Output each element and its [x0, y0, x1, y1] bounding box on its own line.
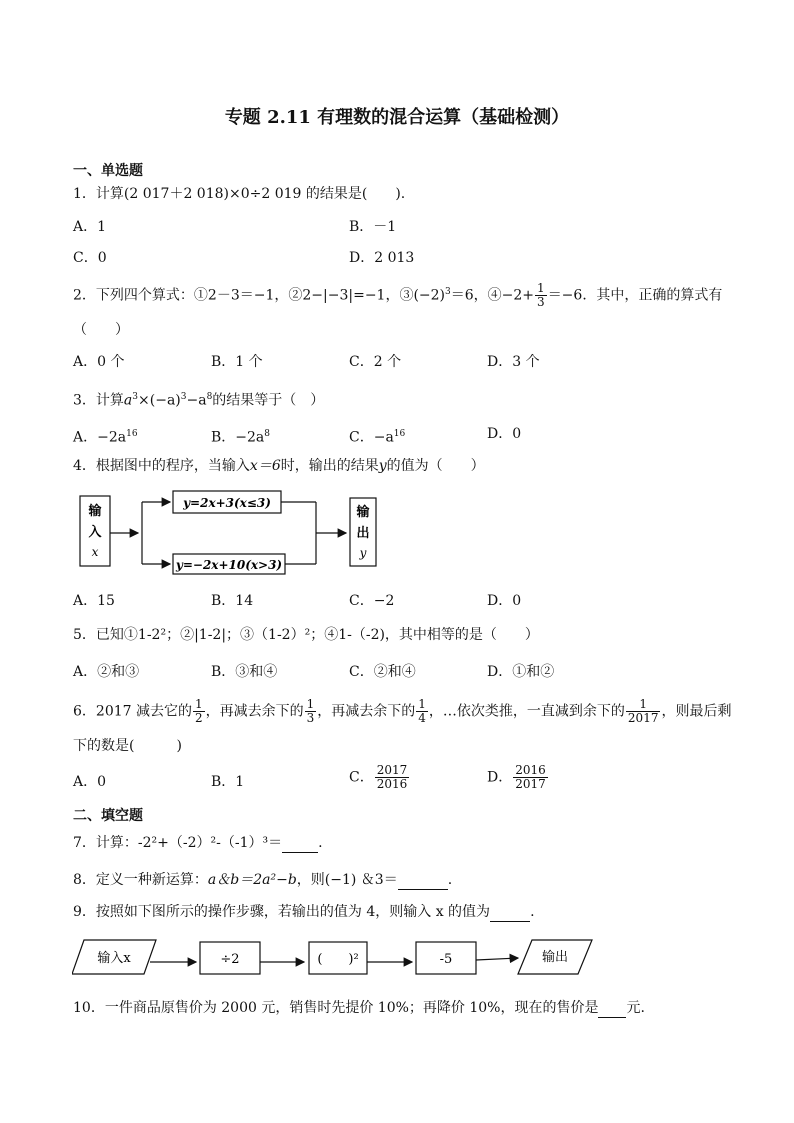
question-3-option-d: D．0	[487, 426, 522, 442]
q9-answer-blank[interactable]	[490, 907, 530, 922]
q9-text-b: .	[530, 904, 535, 920]
q2-expr-2: 2−|−3|=−1	[302, 287, 386, 304]
q6-d-den: 2017	[515, 777, 546, 791]
q6-frac-1	[193, 698, 205, 725]
q8-text-a: 8．定义一种新运算：	[73, 872, 208, 888]
q9-subtract-label: -5	[439, 952, 453, 967]
q2-expr-4b: ＝−6	[547, 287, 583, 304]
q2-expr-3-rest: ＝6	[450, 287, 474, 304]
q4-text-c: 的值为（ ）	[386, 458, 485, 474]
question-5-option-b: B．③和④	[211, 664, 278, 680]
question-2-stem	[73, 282, 722, 309]
q7-answer-blank[interactable]	[282, 838, 318, 853]
q6-f1-den: 2	[195, 711, 203, 725]
q2-sep-2: ，③	[385, 287, 414, 304]
question-1-option-b: B．－1	[349, 219, 397, 235]
page-title: 专题 2.11 有理数的混合运算（基础检测）	[224, 107, 570, 128]
q6-f3-den: 4	[418, 711, 426, 725]
q6-f1-num: 1	[195, 697, 203, 711]
q2-fraction	[535, 282, 547, 309]
question-6-option-b: B．1	[211, 774, 245, 790]
q8-text-c: .	[447, 872, 453, 888]
q9-arrow-4	[476, 958, 518, 960]
q6-text-e: ，则最后剩	[661, 703, 732, 720]
q2-text-a: 2．下列四个算式：①	[73, 287, 208, 304]
q6-c-num: 2017	[376, 763, 408, 777]
q6-text-d: ，…依次类推，一直减到余下的	[428, 703, 625, 720]
q2-expr-3-exp: 3	[445, 287, 451, 297]
question-2-option-a: A．0 个	[73, 354, 125, 370]
q9-square-label: ( )²	[317, 952, 359, 967]
q6-frac-4	[626, 698, 661, 725]
question-5-option-d: D．①和②	[487, 664, 555, 680]
q3-c-exp: 16	[393, 429, 406, 439]
question-6-option-a: A．0	[73, 774, 107, 790]
question-4-stem	[73, 456, 485, 476]
q4-input-char-3: x	[91, 545, 99, 559]
q2-frac-num: 1	[537, 281, 545, 296]
q4-input-char-2: 入	[88, 525, 102, 540]
question-3-option-b	[211, 424, 270, 448]
q6-frac-2	[305, 698, 317, 725]
q4-input-char-1: 输	[88, 504, 102, 519]
question-3-option-a	[73, 424, 138, 448]
question-1-option-c: C．0	[73, 250, 107, 266]
q2-expr-4a: −2+	[501, 287, 535, 304]
question-2-option-c: C．2 个	[349, 354, 402, 370]
q4-branch-bottom-formula: y=−2x+10(x>3)	[175, 558, 283, 572]
q4-text-b: 时，输出的结果	[280, 458, 379, 474]
q3-text-b: 的结果等于（ ）	[212, 392, 325, 409]
question-1-option-d: D．2 013	[349, 250, 415, 266]
q6-text-c: ，再减去余下的	[317, 703, 416, 720]
q3-c-text: C．−a	[349, 429, 394, 446]
question-8-stem	[73, 870, 452, 890]
q3-exp-3: 8	[206, 392, 213, 402]
question-9-stem	[73, 902, 535, 922]
q8-expression: (−1) ＆3＝	[324, 872, 398, 888]
q2-sep-3: ，④	[473, 287, 502, 304]
q3-minus: −a	[186, 392, 207, 409]
q7-text-a: 7．计算：-2²+（-2）²-（-1）³＝	[73, 835, 283, 851]
q8-definition: a＆b＝2a²−b	[207, 872, 297, 888]
q6-text-b: ，再减去余下的	[205, 703, 304, 720]
q9-output-label: 输出	[541, 950, 569, 965]
q4-program-flowchart	[70, 486, 400, 576]
question-3-option-c	[349, 424, 405, 448]
q4-output-char-3: y	[359, 546, 367, 560]
question-3-stem	[73, 387, 324, 411]
q9-input-label: 输入x	[97, 951, 131, 966]
q4-var: x＝6	[249, 458, 281, 474]
q6-text-a: 6．2017 减去它的	[73, 703, 192, 720]
question-2-option-d: D．3 个	[487, 354, 540, 370]
question-1-option-a: A．1	[73, 219, 107, 235]
q6-f4-den: 2017	[627, 711, 659, 725]
q6-f2-num: 1	[306, 697, 315, 711]
question-6-option-c	[349, 764, 410, 791]
q6-f3-num: 1	[418, 697, 426, 711]
q3-mid: ×(−a)	[138, 392, 181, 409]
question-2-option-b: B．1 个	[211, 354, 263, 370]
q2-expr-3-base: (−2)	[413, 287, 446, 304]
section-heading-single-choice: 一、单选题	[73, 163, 143, 179]
q8-text-b: ，则	[296, 872, 325, 888]
question-5-option-c: C．②和④	[349, 664, 416, 680]
question-6-stem	[73, 698, 731, 725]
q9-operation-flowchart	[72, 936, 597, 980]
q10-text-a: 10．一件商品原售价为 2000 元，销售时先提价 10%；再降价 10%，现在的售价是	[73, 1000, 599, 1016]
q7-text-b: .	[318, 835, 323, 851]
q8-answer-blank[interactable]	[398, 875, 448, 890]
question-6-stem-line2: 下的数是( )	[73, 738, 182, 754]
q6-f4-num: 1	[626, 698, 661, 712]
question-2-paren: （ ）	[73, 322, 129, 338]
question-4-option-c: C．−2	[349, 593, 395, 609]
question-1-stem: 1．计算(2 017＋2 018)×0÷2 019 的结果是( ).	[73, 186, 406, 202]
q3-b-exp: 8	[264, 429, 271, 439]
q2-frac-den: 3	[537, 295, 545, 310]
question-6-option-d	[487, 764, 549, 791]
q6-f2-den: 3	[306, 711, 315, 725]
q6-c-den: 2016	[376, 777, 408, 791]
q9-divide-label: ÷2	[220, 952, 240, 967]
q3-exp-1: 3	[132, 392, 139, 402]
q3-exp-2: 3	[180, 392, 187, 402]
q4-output-char-1: 输	[356, 505, 370, 520]
question-5-stem: 5．已知①1-2²；②|1-2|；③（1-2）²；④1-（-2)，其中相等的是（ ）	[73, 627, 539, 643]
q2-sep-1: ，②	[274, 287, 303, 304]
q6-d-num: 2016	[515, 763, 546, 777]
q6-frac-3	[416, 698, 428, 725]
question-4-option-a: A．15	[73, 593, 115, 609]
question-5-option-a: A．②和③	[73, 664, 140, 680]
question-4-option-d: D．0	[487, 593, 522, 609]
q10-answer-blank[interactable]	[598, 1003, 626, 1018]
q6-d-label: D．	[487, 769, 513, 786]
q10-text-b: 元.	[626, 1000, 645, 1016]
q3-b-text: B．−2a	[211, 429, 265, 446]
q3-text-a: 3．计算	[73, 392, 124, 409]
q4-branch-top-formula: y=2x+3(x≤3)	[183, 496, 271, 510]
question-4-option-b: B．14	[211, 593, 254, 609]
q4-y: y	[378, 458, 387, 474]
q3-a-exp: 16	[126, 429, 138, 439]
q6-d-frac	[513, 764, 548, 791]
q6-c-frac	[375, 764, 410, 791]
question-10-stem	[73, 998, 645, 1018]
q6-c-label: C．	[349, 769, 374, 786]
q9-text-a: 9．按照如下图所示的操作步骤，若输出的值为 4，则输入 x 的值为	[73, 904, 491, 920]
question-7-stem	[73, 833, 323, 853]
q2-text-b: ．其中，正确的算式有	[582, 287, 723, 304]
q4-text-a: 4．根据图中的程序，当输入	[73, 458, 250, 474]
q2-expr-1: 2－3＝−1	[207, 287, 275, 304]
q4-output-char-2: 出	[356, 526, 370, 541]
q3-base: a	[123, 392, 133, 409]
section-heading-fill-blank: 二、填空题	[73, 808, 143, 824]
q3-a-text: A．−2a	[73, 429, 127, 446]
